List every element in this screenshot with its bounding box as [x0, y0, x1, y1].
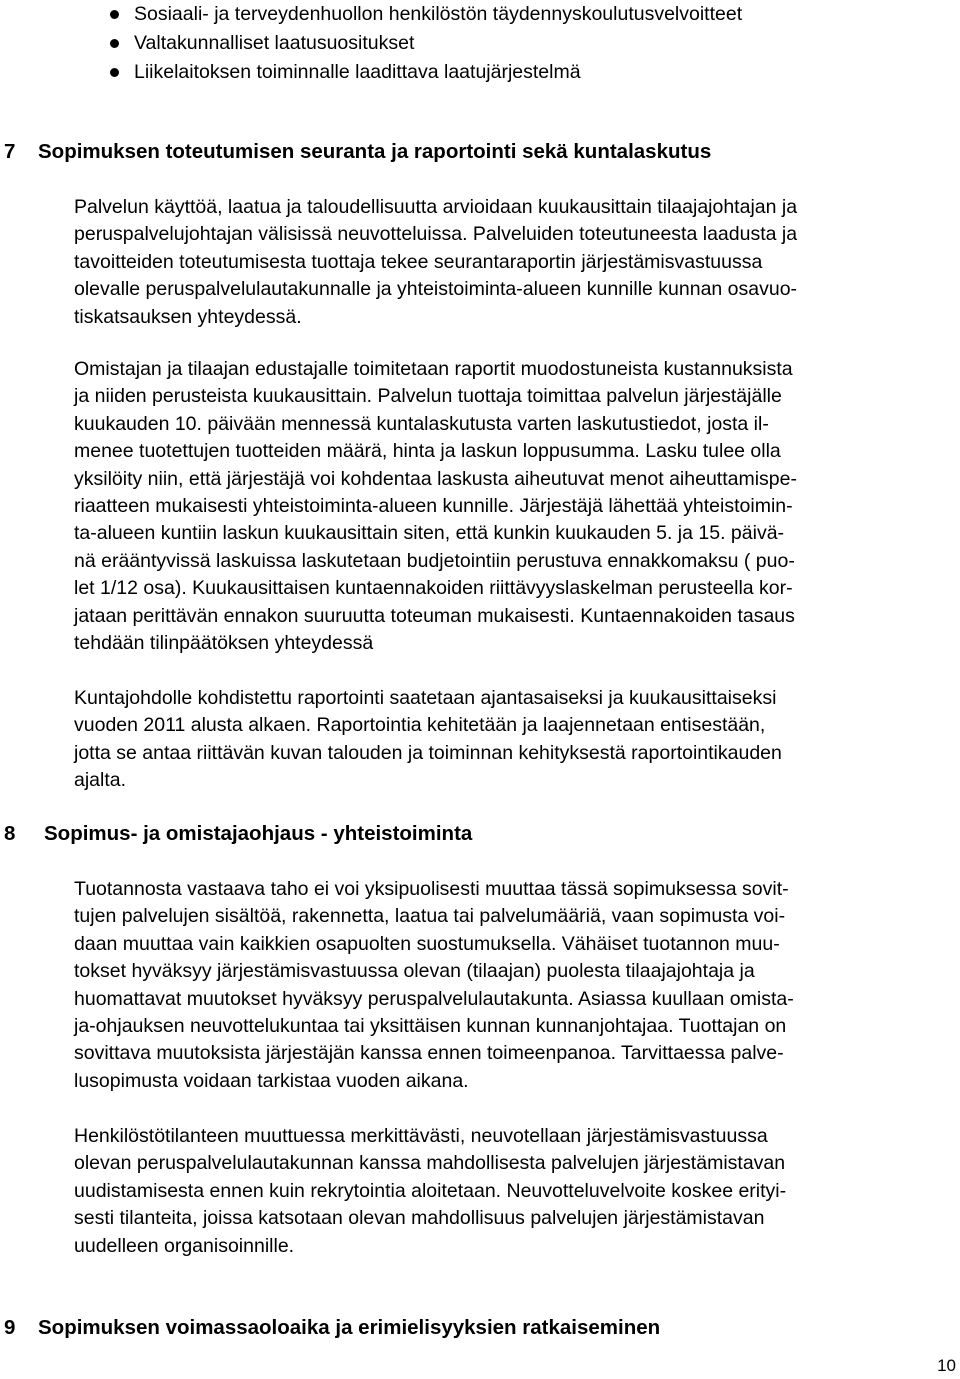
- section-number: 7: [4, 140, 16, 163]
- bullet-icon: [110, 10, 119, 19]
- section-9-heading: [4, 1316, 660, 1340]
- section-title: Sopimuksen toteutumisen seuranta ja raportointi sekä kuntalaskutus: [38, 140, 712, 163]
- section-title: Sopimuksen voimassaoloaika ja erimielisyyksien ratkaiseminen: [38, 1316, 661, 1339]
- section-8-paragraph-2: Henkilöstötilanteen muuttuessa merkittävästi, neuvotellaan järjestämisvastuussa olevan peruspalvelulautakunnan kanssa mahdollisesta palvelujen järjestämistavan uudistamisesta ennen kuin rekrytointia aloitetaan. Neuvotteluvelvoite koskee erityi- sesti tilanteita, joissa katsotaan olevan mahdollisuus palvelujen järjestämistavan uudelleen organisoinnille.: [74, 1125, 787, 1257]
- section-title: Sopimus- ja omistajaohjaus - yhteistoiminta: [44, 822, 473, 845]
- section-7-heading: [4, 140, 711, 164]
- section-7-paragraph-1: Palvelun käyttöä, laatua ja taloudellisuutta arvioidaan kuukausittain tilaajajohtajan ja peruspalvelujohtajan välisissä neuvotteluissa. Palveluiden toteutuneesta laadusta ja tavoitteiden toteutumisesta tuottaja tekee seurantaraportin järjestämisvastuussa olevalle peruspalvelulautakunnalle ja yhteistoiminta-alueen kunnille kunnan osavuo- tiskatsauksen yhteydessä.: [74, 196, 798, 328]
- bullet-icon: [110, 68, 119, 77]
- bullet-list: [108, 0, 742, 87]
- section-number: 9: [4, 1316, 16, 1339]
- section-number: 8: [4, 822, 16, 845]
- page-number: 10: [937, 1356, 956, 1375]
- list-item: Sosiaali- ja terveydenhuollon henkilöstön täydennyskoulutusvelvoitteet: [108, 0, 742, 29]
- section-8-heading: [4, 822, 472, 846]
- section-7-paragraph-3: Kuntajohdolle kohdistettu raportointi saatetaan ajantasaiseksi ja kuukausittaiseksi vuoden 2011 alusta alkaen. Raportointia kehitetään ja laajennetaan entisestään, jotta se antaa riittävän kuvan talouden ja toiminnan kehityksestä raportointikauden ajalta.: [74, 687, 782, 792]
- section-7-paragraph-2: Omistajan ja tilaajan edustajalle toimitetaan raportit muodostuneista kustannuksista ja niiden perusteista kuukausittain. Palvelun tuottaja toimittaa palvelun järjestäjälle kuukauden 10. päivään mennessä kuntalaskutusta varten laskutustiedot, josta il- menee tuotettujen tuotteiden määrä, hinta ja laskun loppusumma. Lasku tulee olla yksilöity niin, että järjestäjä voi kohdentaa laskusta aiheutuvat menot aiheuttamispe- riaatteen mukaisesti yhteistoiminta-alueen kunnille. Järjestäjä lähettää yhteistoimin- ta-alueen kuntiin laskun kuukausittain siten, että kunkin kuukauden 5. ja 15. päivä- nä erääntyvissä laskuissa laskutetaan budjetointiin perustuva ennakkomaksu ( puo- let 1/12 osa). Kuukausittaisen kuntaennakoiden riittävyyslaskelman perusteella kor- jataan perittävän ennakon suuruutta toteuman mukaisesti. Kuntaennakoiden tasaus tehdään tilinpäätöksen yhteydessä: [74, 358, 797, 655]
- section-8-paragraph-1: Tuotannosta vastaava taho ei voi yksipuolisesti muuttaa tässä sopimuksessa sovit- tujen palvelujen sisältöä, rakennetta, laatua tai palvelumääriä, vaan sopimusta voi- daan muuttaa vain kaikkien osapuolten suostumuksella. Vähäiset tuotannon muu- tokset hyväksyy järjestämisvastuussa olevan (tilaajan) puolesta tilaajajohtaja ja huomattavat muutokset hyväksyy peruspalvelulautakunta. Asiassa kuullaan omista- ja-ohjauksen neuvottelukuntaa tai yksittäisen kunnan kunnanjohtajaa. Tuottajan on sovittava muutoksista järjestäjän kanssa ennen toimeenpanoa. Tarvittaessa palve- lusopimusta voidaan tarkistaa vuoden aikana.: [74, 878, 794, 1092]
- list-item: Liikelaitoksen toiminnalle laadittava laatujärjestelmä: [108, 58, 742, 87]
- list-item: Valtakunnalliset laatusuositukset: [108, 29, 742, 58]
- bullet-icon: [110, 39, 119, 48]
